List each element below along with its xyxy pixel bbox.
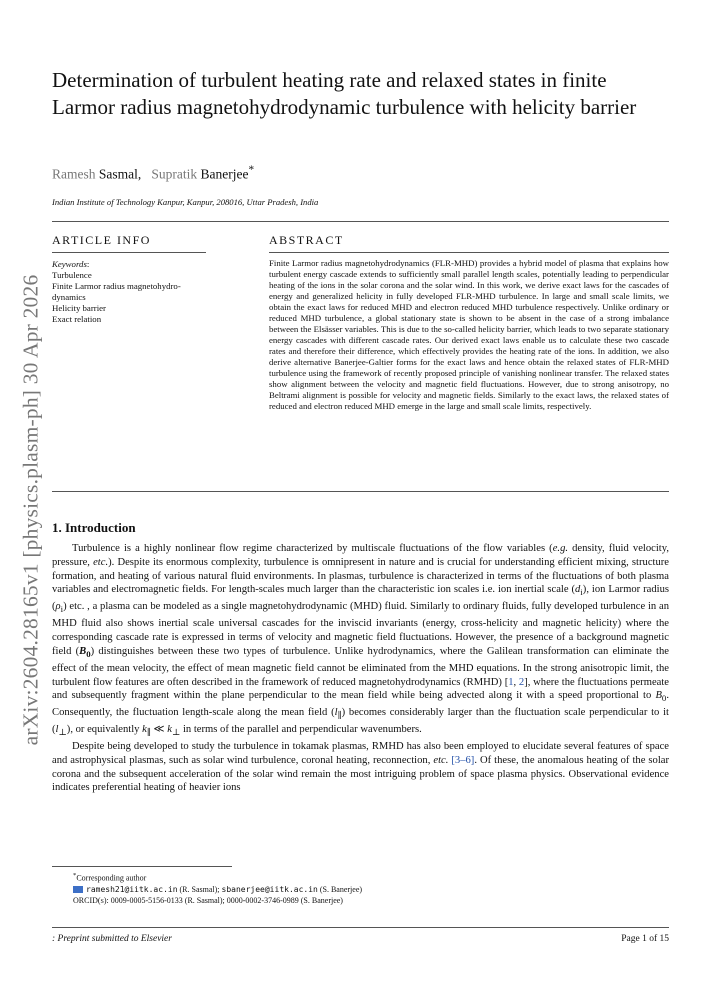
- orcid-label: ORCID(s):: [73, 895, 111, 905]
- citation-link[interactable]: 1: [508, 676, 514, 688]
- arxiv-stamp: arXiv:2604.28165v1 [physics.plasm-ph] 30 Apr 2026: [18, 274, 43, 746]
- paper-title: Determination of turbulent heating rate and relaxed states in finite Larmor radius magnetohydrodynamic turbulence with helicity barrier: [52, 68, 637, 119]
- corresponding-mark: *: [73, 872, 77, 879]
- section-heading: 1. Introduction: [52, 520, 136, 535]
- paragraph: Turbulence is a highly nonlinear flow regime characterized by multiscale fluctuations of the flow variables (e.g. density, fluid velocity, pressure, etc.). Despite its enormous complexity, turbulence is omnipresent in nature and is crucial for understanding efficient mixing, structure formation, and heating of various natural fluid environments. In plasmas, turbulence is characterized in terms of the fluctuations of both plasma variables and electromagnetic fields. For length-scales much larger than the characteristic ion scales i.e. ion inertial scale $(d_i)$, ion Larmor radius $(\rho_i)$ etc. , a plasma can be modeled as a single magnetohydrodynamic (MHD) fluid. Similarly to ordinary fluids, fully developed turbulence in an MHD fluid also shows inertial scale universal cascades for the inviscid invariants (energy, cross-helicity and magnetic helicity) where the corresponding cascade rate is expressed in terms of velocity and magnetic field fluctuations. However, the presence of a background magnetic field $(B_0)$ distinguishes between these two types of turbulence. Unlike hydrodynamics, where the Galilean transformation can eliminate the effect of the mean velocity, the effect of mean magnetic field cannot be eliminated from the MHD equations. In the strong anisotropic limit, the turbulent flow features are often described in the framework of reduced magnetohydrodynamics (RMHD) [1, 2], where the fluctuations permeate and subsequently fragment within the plane perpendicular to the mean field while being advected along it with a speed proportional to $B_0$. Consequently, the fluctuation length-scale along the mean field $(l_\parallel)$ becomes considerably larger than the fluctuation scale perpendicular to it $(l_\perp)$, or equivalently $k_\parallel$ ≪ $k_\perp$ in terms of the parallel and perpendicular wavenumbers.: [52, 543, 669, 738]
- orcid-values: 0009-0005-5156-0133 (R. Sasmal); 0000-0002-3746-0989 (S. Banerjee): [110, 895, 343, 905]
- author-last-name: Sasmal: [98, 166, 138, 182]
- page-number: Page 1 of 15: [621, 934, 669, 944]
- keyword: Helicity barrier: [52, 303, 106, 313]
- keyword: Exact relation: [52, 314, 102, 324]
- abstract-bottom-rule: [52, 491, 669, 492]
- keyword: Finite Larmor radius magnetohydro-: [52, 281, 181, 291]
- keywords-block: Keywords: Turbulence Finite Larmor radius magnetohydro- dynamics Helicity barrier Exact relation: [52, 259, 222, 325]
- email-link[interactable]: sbanerjee@iitk.ac.in: [221, 884, 318, 894]
- footer-rule: [52, 927, 669, 928]
- corresponding-author-label: Corresponding author: [76, 873, 147, 883]
- article-info-heading: ARTICLE INFO: [52, 233, 151, 247]
- article-info-rule: [52, 252, 206, 253]
- author-list: Ramesh Sasmal, Supratik Banerjee*: [52, 164, 255, 182]
- abstract-rule: [269, 252, 669, 253]
- envelope-icon: [73, 886, 83, 893]
- affiliation: Indian Institute of Technology Kanpur, Kanpur, 208016, Uttar Pradesh, India: [52, 197, 319, 207]
- preprint-note: : Preprint submitted to Elsevier: [52, 934, 172, 944]
- citation-link[interactable]: 2: [518, 676, 525, 688]
- keyword: Turbulence: [52, 270, 92, 280]
- corresponding-mark: *: [248, 164, 255, 176]
- author-first-name: Ramesh: [52, 166, 96, 182]
- paragraph: Despite being developed to study the turbulence in tokamak plasmas, RMHD has also been employed to elucidate several features of space and astrophysical plasmas, such as solar wind turbulence, coronal heating, reconnection, etc. [3–6]. Of these, the anomalous heating of the solar corona and the subsequent acceleration of the solar wind remain the most intriguing problem of space plasma physics. Observational evidence indicates preferential heating of heavier ions: [52, 741, 670, 794]
- author-last-name: Banerjee: [200, 166, 249, 182]
- top-rule: [52, 221, 669, 222]
- citation-link[interactable]: [3–6]: [451, 754, 475, 766]
- keywords-label: Keywords: [52, 259, 87, 269]
- footnote-rule: [52, 866, 232, 867]
- abstract-heading: ABSTRACT: [269, 233, 344, 247]
- author-first-name: Supratik: [151, 166, 198, 182]
- email-link[interactable]: ramesh21@iitk.ac.in: [86, 884, 178, 894]
- keyword: dynamics: [52, 292, 86, 302]
- footnote: *Corresponding author ramesh21@iitk.ac.in (R. Sasmal); sbanerjee@iitk.ac.in (S. Banerjee) ORCID(s): 0009-0005-5156-0133 (R. Sasmal); 0000-0002-3746-0989 (S. Banerjee): [73, 872, 363, 905]
- section-body: [52, 542, 669, 795]
- abstract-text: Finite Larmor radius magnetohydrodynamics (FLR-MHD) provides a hybrid model of plasma that explains how turbulent energy cascade extends to sufficiently small parallel length scales, potentially leading to perpendicular heating of the ions in the solar corona and the solar wind. In this work, we derive exact laws for the cascades of energy and generalized helicity in fully developed FLR-MHD turbulence. In large and small scale limits, we obtain the exact laws for reduced MHD and electron reduced MHD turbulence respectively. Unlike ordinary or reduced MHD turbulence, a global stationary state is shown to be absent in the case of a strong imbalance between the Elsässer variables. This is due to the so-called helicity barrier, which leads to two separate stationary energy cascades with different cascade rates. Our derived exact laws enable us to calculate these two cascade rates and therefore their difference, which effectively provides the heating rate of the ions. In addition, we also derive alternative Banerjee-Galtier forms for the exact laws and hence obtain the relaxed states of FLR-MHD turbulence using the framework of recently proposed principle of vanishing nonlinear transfer. The relaxed states show alignment between the velocity and magnetic field fluctuations. However, due to strong anisotropy, no Beltrami alignment is possible for velocity and magnetic fields. Similarly to the exact laws, the relaxed states of reduced and electron reduced MHD emerge in the large and small scale limits, respectively.: [269, 258, 669, 411]
